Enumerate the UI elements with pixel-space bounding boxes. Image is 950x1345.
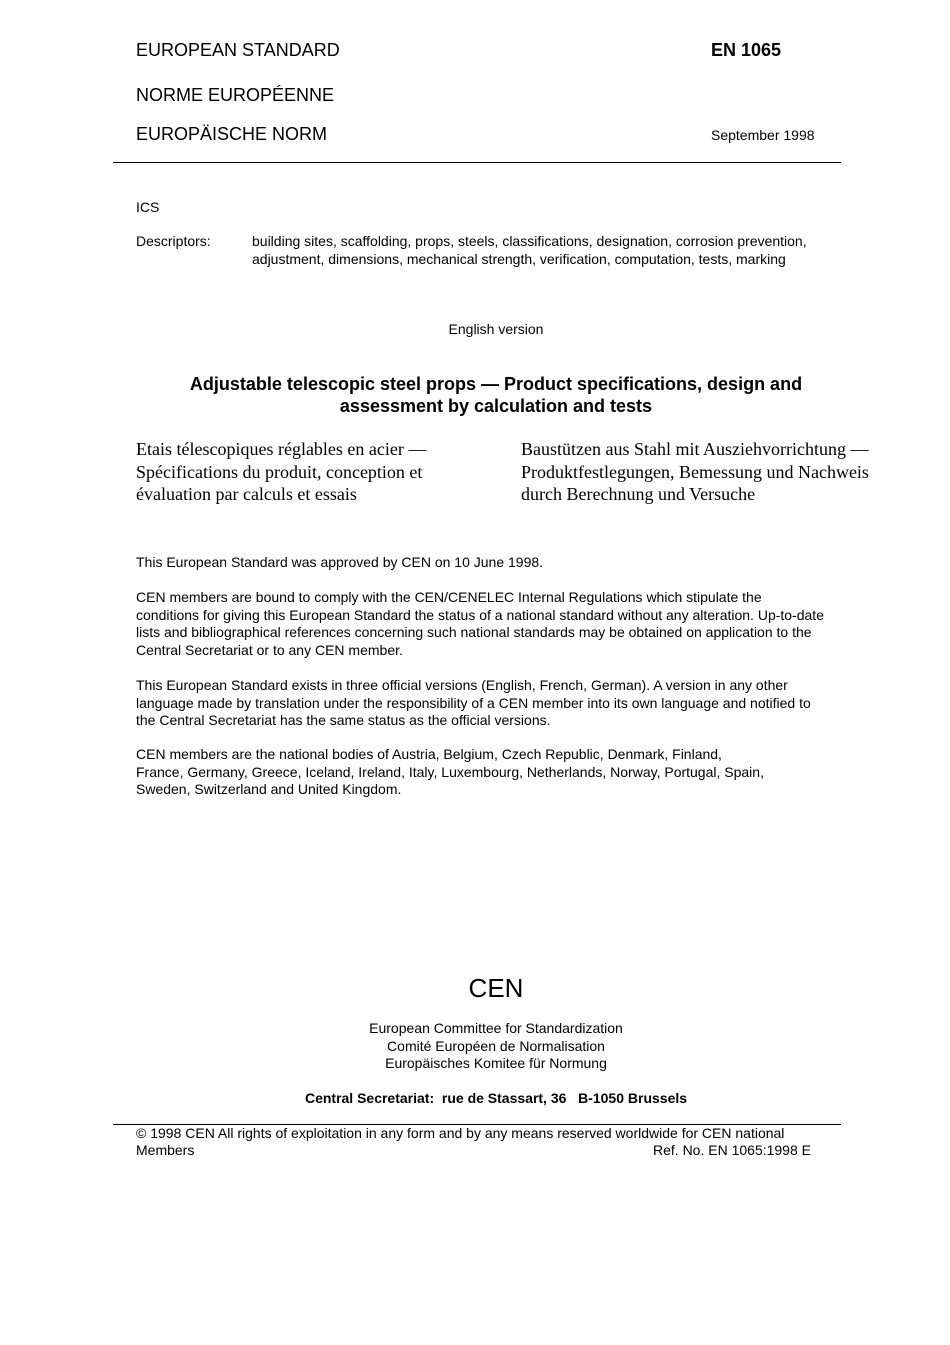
paragraph-line: language made by translation under the responsibility of a CEN member into its own language and notified to (136, 694, 811, 711)
document-title (0, 373, 950, 417)
cen-name-english: European Committee for Standardization (369, 1020, 623, 1036)
descriptors-label: Descriptors: (136, 233, 211, 249)
paragraph-line: This European Standard exists in three official versions (English, French, German). A version in any other (136, 677, 788, 693)
paragraph-line: France, Germany, Greece, Iceland, Ireland, Italy, Luxembourg, Netherlands, Norway, Portugal, Spain, (136, 763, 764, 780)
paragraph-line: CEN members are the national bodies of Austria, Belgium, Czech Republic, Denmark, Finland, (136, 746, 722, 762)
title-translation-french (136, 438, 496, 506)
cen-full-name (0, 1020, 950, 1073)
central-secretariat-address: Central Secretariat: rue de Stassart, 36 B-1050 Brussels (304, 1090, 688, 1106)
german-title-line: Produktfestlegungen, Bemessung und Nachweis (521, 461, 869, 482)
descriptors-line-1: building sites, scaffolding, props, steels, classifications, designation, corrosion prevention, (252, 233, 807, 249)
publication-date: September 1998 (711, 127, 815, 143)
paragraph-line: CEN members are bound to comply with the CEN/CENELEC Internal Regulations which stipulate the (136, 589, 762, 605)
french-title-line: évaluation par calculs et essais (136, 484, 357, 504)
german-title-line: Baustützen aus Stahl mit Ausziehvorrichtung — (521, 439, 869, 459)
paragraph-line: the Central Secretariat has the same status as the official versions. (136, 712, 551, 728)
paragraph-compliance (136, 589, 896, 659)
document-title-line-1: Adjustable telescopic steel props — Product specifications, design and (189, 374, 803, 394)
copyright-line-2: Members (136, 1142, 195, 1158)
descriptors-line-2: adjustment, dimensions, mechanical strength, verification, computation, tests, marking (252, 251, 786, 267)
cen-logo-text: CEN (468, 973, 524, 1003)
title-german: EUROPÄISCHE NORM (136, 124, 328, 144)
title-translation-german (521, 438, 901, 506)
ics-label: ICS (136, 199, 160, 215)
standard-number: EN 1065 (711, 40, 782, 60)
title-french: NORME EUROPÉENNE (136, 85, 335, 105)
paragraph-line: lists and bibliographical references concerning such national standards may be obtained on application to the (136, 624, 812, 640)
copyright-line-1: © 1998 CEN All rights of exploitation in any form and by any means reserved worldwide for CEN national (136, 1125, 785, 1141)
header-divider (113, 162, 841, 163)
approval-statement: This European Standard was approved by CEN on 10 June 1998. (136, 554, 544, 570)
french-title-line: Etais télescopiques réglables en acier — (136, 439, 427, 459)
paragraph-line: conditions for giving this European Standard the status of a national standard without any alteration. Up-to-date (136, 606, 824, 623)
cen-name-french: Comité Européen de Normalisation (387, 1037, 605, 1054)
title-english: EUROPEAN STANDARD (136, 40, 340, 60)
paragraph-members (136, 746, 896, 799)
paragraph-versions (136, 677, 896, 730)
document-title-line-2: assessment by calculation and tests (339, 396, 653, 416)
paragraph-line: Central Secretariat or to any CEN member. (136, 641, 403, 658)
language-version: English version (448, 321, 544, 337)
german-title-line: durch Berechnung und Versuche (521, 484, 756, 504)
french-title-line: Spécifications du produit, conception et (136, 461, 423, 482)
cen-name-german: Europäisches Komitee für Normung (385, 1055, 607, 1071)
reference-number: Ref. No. EN 1065:1998 E (653, 1142, 811, 1158)
paragraph-line: Sweden, Switzerland and United Kingdom. (136, 781, 402, 797)
